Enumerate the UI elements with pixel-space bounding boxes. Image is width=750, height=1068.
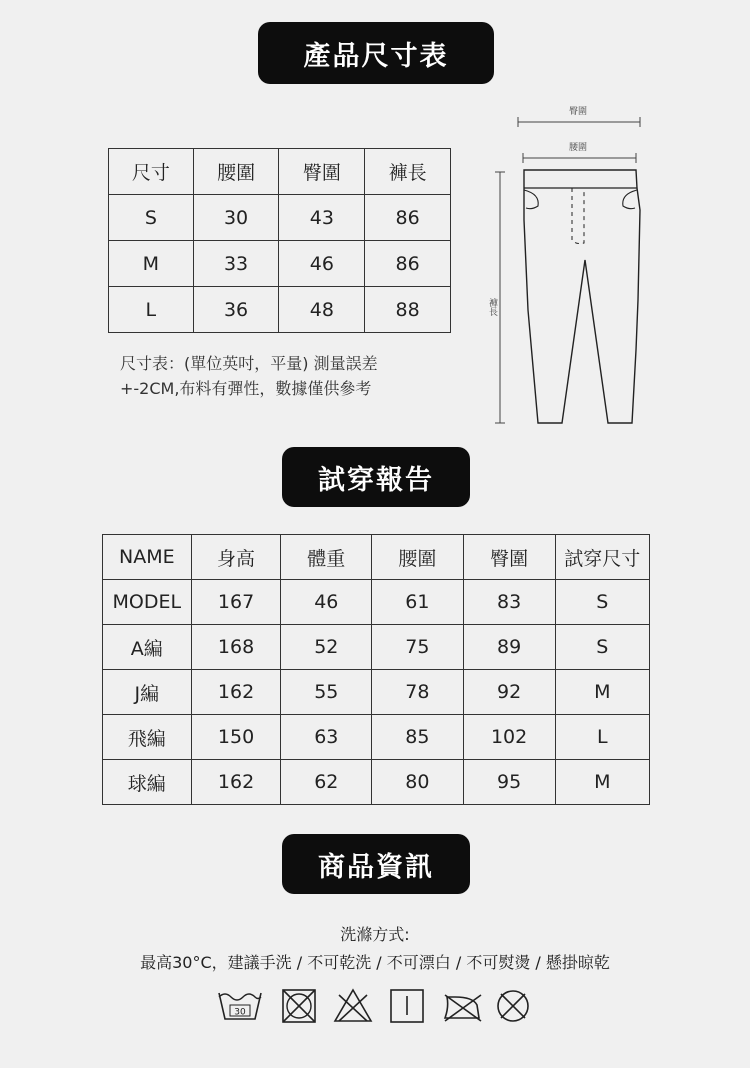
- header-height: 身高: [191, 535, 281, 580]
- cell: 46: [281, 580, 372, 625]
- no-dry-clean-icon: [283, 990, 315, 1022]
- fit-table-header: [103, 535, 650, 580]
- cell: 167: [191, 580, 281, 625]
- header-fit-size: 試穿尺寸: [555, 535, 649, 580]
- cell: 92: [463, 670, 555, 715]
- header-hip: 臀圍: [463, 535, 555, 580]
- cell: 63: [281, 715, 372, 760]
- cell: 150: [191, 715, 281, 760]
- waist-label: 腰圍: [568, 143, 588, 153]
- table-row: [103, 760, 650, 805]
- cell: 162: [191, 760, 281, 805]
- no-iron-icon: [445, 995, 481, 1021]
- cell: 62: [281, 760, 372, 805]
- table-row: [103, 670, 650, 715]
- cell: J編: [103, 670, 192, 715]
- pants-outline: [524, 170, 640, 423]
- cell: 球編: [103, 760, 192, 805]
- header-weight: 體重: [281, 535, 372, 580]
- hip-label: 臀圍: [568, 107, 588, 117]
- pants-diagram: [480, 100, 660, 435]
- no-tumble-dry-icon: [498, 991, 528, 1021]
- wash-30-icon: [219, 993, 261, 1019]
- cell: 85: [372, 715, 464, 760]
- cell: L: [109, 287, 194, 333]
- size-note: [120, 351, 378, 401]
- cell: 89: [463, 625, 555, 670]
- cell: 78: [372, 670, 464, 715]
- header-length: 褲長: [365, 149, 451, 195]
- header-name: NAME: [103, 535, 192, 580]
- fit-report-title: 試穿報告: [282, 447, 470, 507]
- header-size: 尺寸: [109, 149, 194, 195]
- table-row: [109, 287, 451, 333]
- wash-temp: 30: [234, 1007, 246, 1018]
- header-waist: 腰圍: [372, 535, 464, 580]
- table-row: [109, 195, 451, 241]
- cell: 86: [365, 241, 451, 287]
- cell: M: [555, 670, 649, 715]
- cell: 86: [365, 195, 451, 241]
- cell: 168: [191, 625, 281, 670]
- cell: M: [555, 760, 649, 805]
- cell: 飛編: [103, 715, 192, 760]
- cell: M: [109, 241, 194, 287]
- cell: 43: [279, 195, 365, 241]
- size-note-line2: +-2CM,布料有彈性，數據僅供參考: [120, 379, 372, 398]
- cell: 83: [463, 580, 555, 625]
- cell: 52: [281, 625, 372, 670]
- product-info-title: 商品資訊: [282, 834, 470, 894]
- cell: 48: [279, 287, 365, 333]
- cell: MODEL: [103, 580, 192, 625]
- table-row: [103, 580, 650, 625]
- care-title: 洗滌方式:: [340, 925, 410, 944]
- size-table: [108, 148, 451, 333]
- table-row: [103, 625, 650, 670]
- no-bleach-icon: [335, 990, 371, 1021]
- care-icons: [215, 985, 535, 1027]
- size-table-header: [109, 149, 451, 195]
- table-row: [109, 241, 451, 287]
- cell: 33: [193, 241, 279, 287]
- cell: 80: [372, 760, 464, 805]
- cell: 61: [372, 580, 464, 625]
- cell: 75: [372, 625, 464, 670]
- size-chart-title: 產品尺寸表: [258, 22, 494, 84]
- cell: S: [555, 625, 649, 670]
- length-label: 褲長: [487, 298, 497, 316]
- cell: 46: [279, 241, 365, 287]
- fit-table: [102, 534, 650, 805]
- cell: 102: [463, 715, 555, 760]
- cell: S: [555, 580, 649, 625]
- cell: 88: [365, 287, 451, 333]
- cell: 30: [193, 195, 279, 241]
- table-row: [103, 715, 650, 760]
- size-note-line1: 尺寸表：(單位英吋，平量) 測量誤差: [120, 354, 378, 373]
- cell: S: [109, 195, 194, 241]
- cell: 55: [281, 670, 372, 715]
- cell: 36: [193, 287, 279, 333]
- header-waist: 腰圍: [193, 149, 279, 195]
- cell: 95: [463, 760, 555, 805]
- cell: A編: [103, 625, 192, 670]
- hang-dry-icon: [391, 990, 423, 1022]
- care-text: 最高30°C，建議手洗 / 不可乾洗 / 不可漂白 / 不可熨燙 / 懸掛晾乾: [140, 953, 610, 972]
- cell: 162: [191, 670, 281, 715]
- header-hip: 臀圍: [279, 149, 365, 195]
- cell: L: [555, 715, 649, 760]
